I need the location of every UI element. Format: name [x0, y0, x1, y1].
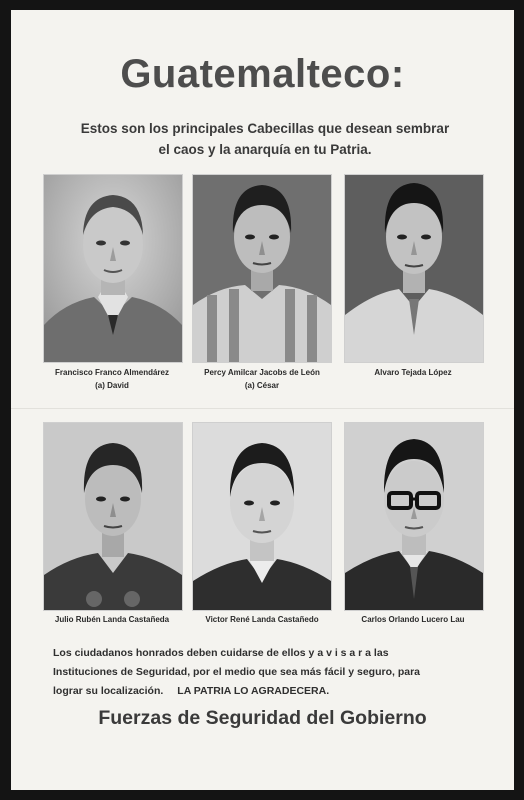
portrait-photo-3: [344, 174, 484, 363]
caption-1-name: Francisco Franco Almendárez: [55, 368, 169, 377]
caption-3: [338, 366, 488, 379]
intro-line-1: Estos son los principales Cabecillas que desean sembrar: [80, 121, 450, 136]
caption-4-name: Julio Rubén Landa Castañeda: [54, 615, 170, 624]
portrait-photo-1: [43, 174, 183, 363]
portrait-photo-4: [43, 422, 183, 611]
caption-4: [37, 613, 187, 626]
caption-2: [187, 366, 337, 392]
closing-line-3: [53, 682, 473, 701]
caption-5: [187, 613, 337, 626]
caption-1-alias: (a) David: [95, 381, 129, 390]
closing-line-3-text: lograr su localización.: [53, 685, 164, 697]
poster-title: Guatemalteco:: [120, 52, 405, 96]
closing-thanks: LA PATRIA LO AGRADECERA.: [177, 685, 330, 697]
caption-6: [338, 613, 488, 626]
caption-5-name: Victor René Landa Castañedo: [205, 615, 319, 624]
intro-text: [51, 118, 479, 160]
poster-sheet: [11, 10, 514, 790]
intro-line-2: el caos y la anarquía en tu Patria.: [158, 142, 372, 157]
fold-line: [11, 408, 514, 409]
caption-2-alias: (a) César: [244, 381, 280, 390]
portrait-photo-6: [344, 422, 484, 611]
caption-6-name: Carlos Orlando Lucero Lau: [361, 615, 465, 624]
caption-3-name: Alvaro Tejada López: [374, 368, 452, 377]
closing-paragraph: [53, 644, 473, 701]
caption-2-name: Percy Amilcar Jacobs de León: [204, 368, 320, 377]
closing-line-1: Los ciudadanos honrados deben cuidarse de ellos y a v i s a r a las: [53, 647, 389, 659]
footer-signature: Fuerzas de Seguridad del Gobierno: [98, 707, 427, 729]
caption-1: [37, 366, 187, 392]
portrait-photo-5: [192, 422, 332, 611]
closing-line-2: Instituciones de Seguridad, por el medio que sea más fácil y seguro, para: [53, 666, 421, 678]
portrait-photo-2: [192, 174, 332, 363]
